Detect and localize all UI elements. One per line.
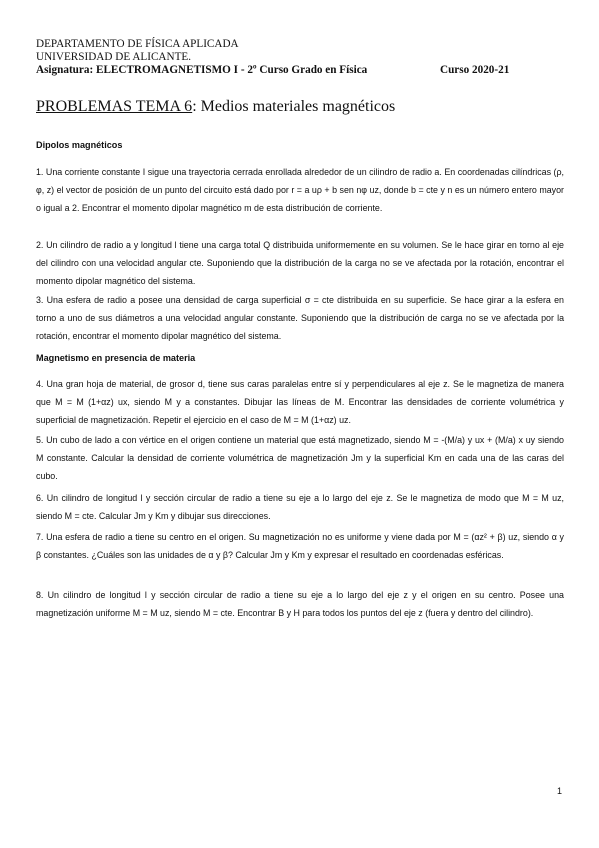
department-line: DEPARTAMENTO DE FÍSICA APLICADA (36, 38, 239, 50)
problem-1: 1. Una corriente constante I sigue una trayectoria cerrada enrollada alrededor de un cilindro de radio a. En coordenadas cilíndricas (ρ, φ, z) el vector de posición de un punto del circuito está dado por r = a uρ + b sen nφ uz, donde b = cte y n es un número entero mayor o igual a 2. Encontrar el momento dipolar magnético m de esta distribución de corriente. (36, 167, 564, 213)
section-heading-magnetismo: Magnetismo en presencia de materia (36, 353, 196, 363)
course-line (440, 64, 509, 77)
problem-6: 6. Un cilindro de longitud l y sección circular de radio a tiene su eje a lo largo del eje z. Se le magnetiza de modo que M = M uz, siendo M = cte. Calcular Jm y Km y dibujar sus direcciones. (36, 493, 564, 521)
course-text: Curso 2020-21 (440, 64, 510, 76)
page-number: 1 (557, 786, 563, 796)
page-title (36, 98, 395, 116)
section-heading-dipolos: Dipolos magnéticos (36, 140, 123, 150)
problem-4: 4. Una gran hoja de material, de grosor d, tiene sus caras paralelas entre sí y perpendiculares al eje z. Se le magnetiza de manera que M = M (1+αz) ux, siendo M y a constantes. Dibujar las líneas de M. Encontrar las densidades de corriente volumétrica y superficial de magnetización. Repetir el ejercicio en el caso de M = M (1+αz) uz. (36, 379, 564, 425)
problem-3: 3. Una esfera de radio a posee una densidad de carga superficial σ = cte distribuida en su superficie. Se hace girar a la esfera en torno a uno de sus diámetros a una velocidad angular constante. Suponiendo que la distribución de carga no se ve afectada por la rotación, encontrar el momento dipolar magnético del sistema. (36, 295, 564, 341)
title-rest: : Medios materiales magnéticos (192, 98, 396, 115)
subject-text: Asignatura: ELECTROMAGNETISMO I - 2º Curso Grado en Física (36, 64, 368, 76)
problem-5: 5. Un cubo de lado a con vértice en el origen contiene un material que está magnetizado, siendo M = -(M/a) y ux + (M/a) x uy siendo M constante. Calcular la densidad de corriente volumétrica de magnetización Jm y la superficial Km en cada una de las caras del cubo. (36, 435, 564, 481)
university-line: UNIVERSIDAD DE ALICANTE. (36, 51, 192, 63)
title-underlined: PROBLEMAS TEMA 6 (36, 98, 193, 115)
problem-7: 7. Una esfera de radio a tiene su centro en el origen. Su magnetización no es uniforme y viene dada por M = (αz² + β) uz, siendo α y β constantes. ¿Cuáles son las unidades de α y β? Calcular Jm y Km y expresar el resultado en coordenadas esféricas. (36, 532, 564, 560)
problem-2: 2. Un cilindro de radio a y longitud l tiene una carga total Q distribuida uniformemente en su volumen. Se le hace girar en torno al eje del cilindro con una velocidad angular cte. Suponiendo que la distribución de la carga no se ve afectada por la rotación, encontrar el momento dipolar magnético del sistema. (36, 240, 564, 286)
subject-line (36, 64, 367, 77)
problem-8: 8. Un cilindro de longitud l y sección circular de radio a tiene su eje a lo largo del eje z y el origen en su centro. Posee una magnetización uniforme M = M uz, siendo M = cte. Encontrar B y H para todos los puntos del eje z (fuera y dentro del cilindro). (36, 590, 564, 618)
